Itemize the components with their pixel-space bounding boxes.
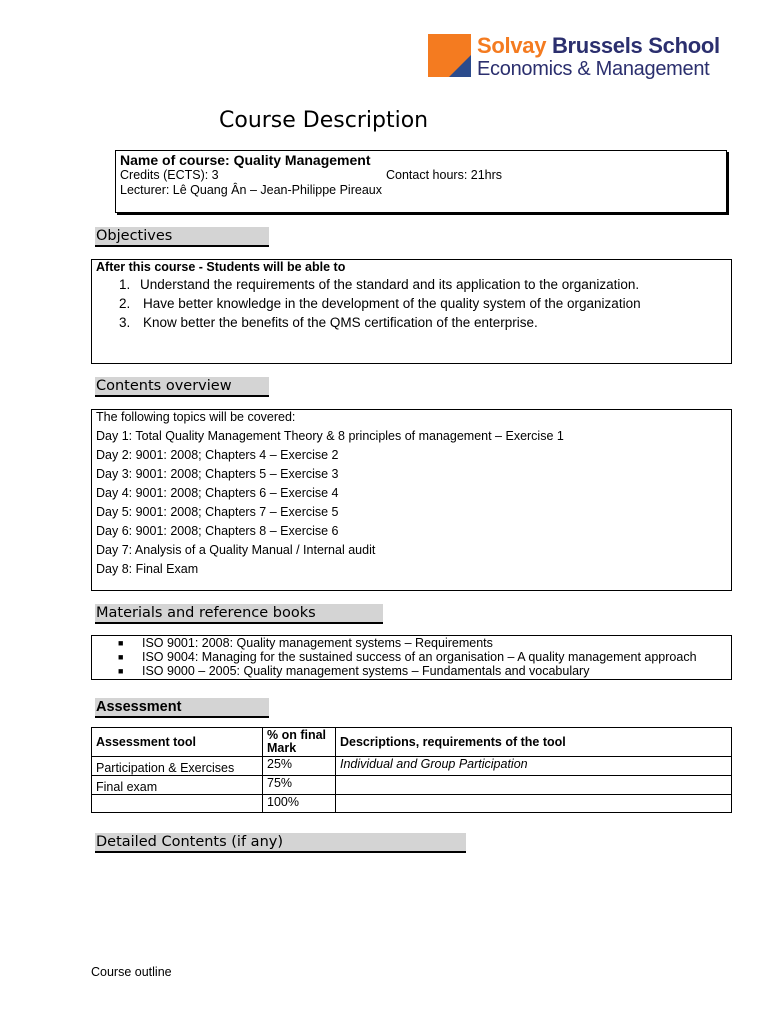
objective-text: Know better the benefits of the QMS certification of the enterprise. bbox=[143, 315, 538, 330]
table-header-row bbox=[92, 728, 732, 757]
header-pct: % on final Mark bbox=[263, 728, 336, 757]
logo bbox=[477, 33, 720, 79]
course-lecturer: Lecturer: Lê Quang Ân – Jean-Philippe Pireaux bbox=[120, 183, 382, 197]
course-credits: Credits (ECTS): 3 bbox=[120, 168, 219, 182]
header-tool: Assessment tool bbox=[92, 728, 263, 757]
page-title: Course Description bbox=[219, 108, 429, 133]
material-item: ■ ISO 9004: Managing for the sustained success of an organisation – A quality management approach bbox=[118, 650, 697, 664]
bullet-icon: ■ bbox=[118, 652, 124, 662]
objective-item bbox=[119, 296, 641, 311]
objective-number: 2. bbox=[119, 296, 131, 311]
bullet-icon: ■ bbox=[118, 638, 124, 648]
objectives-heading: Objectives bbox=[95, 227, 269, 247]
objective-number: 3. bbox=[119, 315, 131, 330]
cell-pct: 100% bbox=[263, 795, 336, 813]
contents-intro: The following topics will be covered: bbox=[96, 410, 296, 424]
contents-day: Day 8: Final Exam bbox=[96, 562, 199, 576]
contents-day: Day 1: Total Quality Management Theory & 8 principles of management – Exercise 1 bbox=[96, 429, 564, 443]
table-row bbox=[92, 776, 732, 795]
objective-number: 1. bbox=[119, 277, 131, 292]
detailed-heading: Detailed Contents (if any) bbox=[95, 833, 466, 853]
course-info-box bbox=[115, 150, 727, 213]
materials-box bbox=[91, 635, 732, 680]
objective-item bbox=[119, 277, 639, 292]
contents-heading: Contents overview bbox=[95, 377, 269, 397]
objective-text: Understand the requirements of the standard and its application to the organization. bbox=[140, 277, 640, 292]
logo-brand-rest: Brussels School bbox=[551, 33, 720, 58]
cell-desc: Individual and Group Participation bbox=[336, 757, 732, 776]
cell-desc bbox=[336, 776, 732, 795]
cell-pct: 25% bbox=[263, 757, 336, 776]
footer-text: Course outline bbox=[91, 965, 172, 979]
course-name: Name of course: Quality Management bbox=[120, 152, 371, 168]
logo-brand-solvay: Solvay bbox=[477, 33, 547, 58]
bullet-icon: ■ bbox=[118, 666, 124, 676]
objectives-intro: After this course - Students will be able to bbox=[96, 260, 346, 274]
cell-tool: Final exam bbox=[92, 776, 263, 795]
contents-day: Day 6: 9001: 2008; Chapters 8 – Exercise 6 bbox=[96, 524, 339, 538]
header-desc: Descriptions, requirements of the tool bbox=[336, 728, 732, 757]
course-contact-hours: Contact hours: 21hrs bbox=[386, 168, 503, 182]
logo-subtitle: Economics & Management bbox=[477, 58, 710, 80]
cell-pct: 75% bbox=[263, 776, 336, 795]
table-row bbox=[92, 757, 732, 776]
objectives-box bbox=[91, 259, 732, 364]
contents-day: Day 2: 9001: 2008; Chapters 4 – Exercise 2 bbox=[96, 448, 339, 462]
cell-tool bbox=[92, 795, 263, 813]
material-item: ■ ISO 9000 – 2005: Quality management systems – Fundamentals and vocabulary bbox=[118, 664, 590, 678]
material-item: ■ ISO 9001: 2008: Quality management systems – Requirements bbox=[118, 636, 493, 650]
assessment-heading: Assessment bbox=[95, 698, 269, 718]
table-row bbox=[92, 795, 732, 813]
cell-tool: Participation & Exercises bbox=[92, 757, 263, 776]
contents-day: Day 3: 9001: 2008; Chapters 5 – Exercise 3 bbox=[96, 467, 339, 481]
contents-day: Day 4: 9001: 2008; Chapters 6 – Exercise 4 bbox=[96, 486, 339, 500]
logo-mark bbox=[428, 34, 471, 77]
contents-box bbox=[91, 409, 732, 591]
materials-heading: Materials and reference books bbox=[95, 604, 383, 624]
objective-item bbox=[119, 315, 538, 330]
assessment-table bbox=[91, 727, 732, 813]
contents-day: Day 5: 9001: 2008; Chapters 7 – Exercise 5 bbox=[96, 505, 339, 519]
contents-day: Day 7: Analysis of a Quality Manual / Internal audit bbox=[96, 543, 376, 557]
objective-text: Have better knowledge in the development of the quality system of the organization bbox=[143, 296, 641, 311]
cell-desc bbox=[336, 795, 732, 813]
